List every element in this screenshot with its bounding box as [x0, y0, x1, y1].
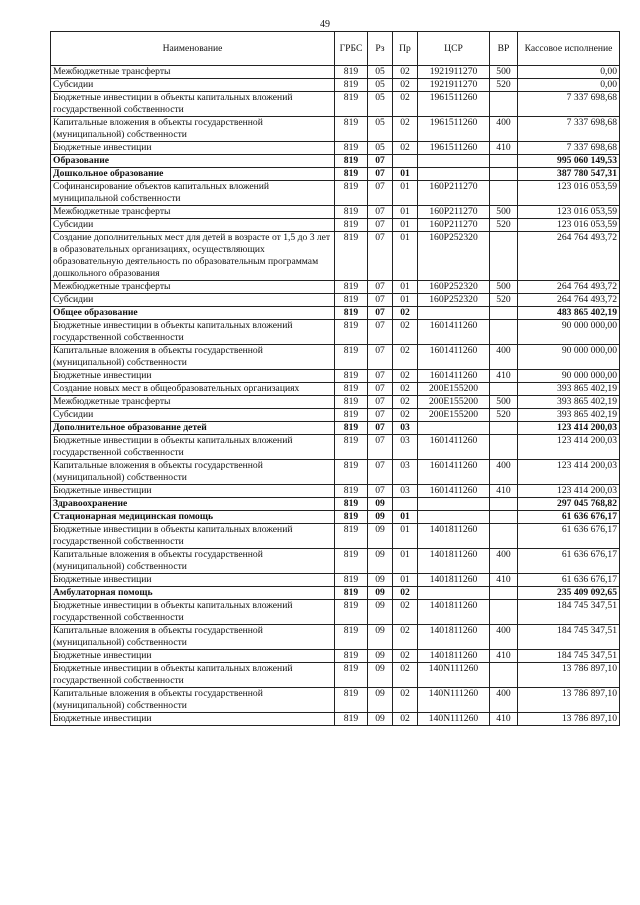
cell-pr: 02 [393, 117, 418, 142]
cell-pr: 01 [393, 168, 418, 181]
cell-rz: 09 [368, 650, 393, 663]
cell-vr [490, 232, 518, 281]
table-row [51, 396, 620, 409]
cell-grbs: 819 [335, 320, 368, 345]
cell-grbs: 819 [335, 587, 368, 600]
cell-vr [490, 383, 518, 396]
cell-rz: 09 [368, 574, 393, 587]
cell-grbs: 819 [335, 409, 368, 422]
cell-name: Амбулаторная помощь [51, 587, 335, 600]
cell-pr: 02 [393, 383, 418, 396]
cell-name: Межбюджетные трансферты [51, 396, 335, 409]
cell-amount: 123 414 200,03 [518, 460, 620, 485]
cell-amount: 123 414 200,03 [518, 485, 620, 498]
cell-csr: 160P252320 [418, 294, 490, 307]
cell-amount: 61 636 676,17 [518, 511, 620, 524]
table-row [51, 498, 620, 511]
cell-csr: 1601411260 [418, 345, 490, 370]
cell-name: Образование [51, 155, 335, 168]
cell-vr: 400 [490, 625, 518, 650]
table-row [51, 574, 620, 587]
cell-grbs: 819 [335, 281, 368, 294]
cell-pr: 01 [393, 232, 418, 281]
cell-name: Субсидии [51, 79, 335, 92]
cell-csr [418, 511, 490, 524]
cell-csr: 200E155200 [418, 396, 490, 409]
cell-grbs: 819 [335, 549, 368, 574]
cell-pr: 01 [393, 574, 418, 587]
table-row [51, 66, 620, 79]
cell-name: Бюджетные инвестиции [51, 574, 335, 587]
cell-name: Субсидии [51, 294, 335, 307]
cell-amount: 123 016 053,59 [518, 181, 620, 206]
cell-name: Общее образование [51, 307, 335, 320]
cell-name: Капитальные вложения в объекты государственной (муниципальной) собственности [51, 117, 335, 142]
cell-pr: 01 [393, 511, 418, 524]
cell-vr [490, 600, 518, 625]
cell-rz: 07 [368, 155, 393, 168]
cell-vr: 410 [490, 370, 518, 383]
cell-csr: 200E155200 [418, 409, 490, 422]
cell-grbs: 819 [335, 370, 368, 383]
cell-rz: 07 [368, 281, 393, 294]
cell-grbs: 819 [335, 168, 368, 181]
cell-rz: 07 [368, 219, 393, 232]
cell-vr: 410 [490, 485, 518, 498]
table-row [51, 168, 620, 181]
cell-rz: 09 [368, 511, 393, 524]
cell-csr: 1401811260 [418, 650, 490, 663]
table-row [51, 345, 620, 370]
cell-vr [490, 168, 518, 181]
cell-amount: 13 786 897,10 [518, 663, 620, 688]
table-row [51, 435, 620, 460]
table-row [51, 307, 620, 320]
cell-amount: 393 865 402,19 [518, 409, 620, 422]
cell-amount: 13 786 897,10 [518, 713, 620, 726]
cell-grbs: 819 [335, 574, 368, 587]
cell-grbs: 819 [335, 688, 368, 713]
cell-name: Бюджетные инвестиции [51, 370, 335, 383]
cell-vr [490, 307, 518, 320]
cell-grbs: 819 [335, 511, 368, 524]
cell-pr: 01 [393, 281, 418, 294]
table-row [51, 485, 620, 498]
column-header-pr: Пр [393, 32, 418, 66]
column-header-vr: ВР [490, 32, 518, 66]
cell-amount: 123 414 200,03 [518, 435, 620, 460]
cell-amount: 297 045 768,82 [518, 498, 620, 511]
cell-name: Субсидии [51, 219, 335, 232]
table-row [51, 600, 620, 625]
cell-name: Бюджетные инвестиции [51, 650, 335, 663]
cell-csr: 1401811260 [418, 574, 490, 587]
cell-vr: 400 [490, 117, 518, 142]
cell-amount: 123 016 053,59 [518, 219, 620, 232]
cell-amount: 184 745 347,51 [518, 625, 620, 650]
cell-grbs: 819 [335, 383, 368, 396]
table-row [51, 294, 620, 307]
cell-grbs: 819 [335, 422, 368, 435]
cell-csr [418, 498, 490, 511]
cell-name: Дошкольное образование [51, 168, 335, 181]
cell-name: Бюджетные инвестиции в объекты капитальных вложений государственной собственности [51, 92, 335, 117]
cell-name: Бюджетные инвестиции в объекты капитальных вложений государственной собственности [51, 320, 335, 345]
column-header-grbs: ГРБС [335, 32, 368, 66]
cell-csr [418, 155, 490, 168]
cell-rz: 05 [368, 117, 393, 142]
cell-vr [490, 181, 518, 206]
cell-csr: 1921911270 [418, 66, 490, 79]
table-row [51, 142, 620, 155]
cell-name: Межбюджетные трансферты [51, 206, 335, 219]
cell-csr: 160P252320 [418, 281, 490, 294]
cell-csr: 1921911270 [418, 79, 490, 92]
cell-amount: 90 000 000,00 [518, 370, 620, 383]
cell-rz: 05 [368, 142, 393, 155]
cell-rz: 07 [368, 320, 393, 345]
cell-vr [490, 587, 518, 600]
cell-vr: 520 [490, 219, 518, 232]
cell-csr: 1601411260 [418, 435, 490, 460]
cell-amount: 184 745 347,51 [518, 650, 620, 663]
cell-rz: 09 [368, 524, 393, 549]
cell-csr: 1601411260 [418, 320, 490, 345]
cell-vr [490, 422, 518, 435]
cell-pr: 02 [393, 66, 418, 79]
cell-amount: 123 414 200,03 [518, 422, 620, 435]
cell-rz: 07 [368, 435, 393, 460]
cell-amount: 0,00 [518, 79, 620, 92]
cell-name: Бюджетные инвестиции [51, 142, 335, 155]
cell-rz: 07 [368, 383, 393, 396]
cell-csr: 160P211270 [418, 219, 490, 232]
cell-pr: 02 [393, 307, 418, 320]
cell-grbs: 819 [335, 485, 368, 498]
cell-csr: 1601411260 [418, 485, 490, 498]
cell-grbs: 819 [335, 713, 368, 726]
cell-name: Бюджетные инвестиции в объекты капитальных вложений государственной собственности [51, 663, 335, 688]
cell-csr: 140N111260 [418, 688, 490, 713]
cell-grbs: 819 [335, 435, 368, 460]
cell-amount: 0,00 [518, 66, 620, 79]
cell-pr: 02 [393, 587, 418, 600]
cell-csr: 1401811260 [418, 625, 490, 650]
cell-csr: 1601411260 [418, 460, 490, 485]
cell-name: Здравоохранение [51, 498, 335, 511]
cell-csr: 140N111260 [418, 663, 490, 688]
cell-csr: 160P211270 [418, 181, 490, 206]
cell-rz: 09 [368, 663, 393, 688]
cell-pr: 02 [393, 663, 418, 688]
cell-pr: 01 [393, 181, 418, 206]
cell-name: Капитальные вложения в объекты государственной (муниципальной) собственности [51, 688, 335, 713]
table-row [51, 460, 620, 485]
table-row [51, 511, 620, 524]
cell-rz: 09 [368, 713, 393, 726]
cell-amount: 264 764 493,72 [518, 232, 620, 281]
cell-grbs: 819 [335, 117, 368, 142]
table-row [51, 320, 620, 345]
cell-grbs: 819 [335, 524, 368, 549]
cell-amount: 123 016 053,59 [518, 206, 620, 219]
table-row [51, 409, 620, 422]
cell-vr: 400 [490, 688, 518, 713]
cell-vr [490, 435, 518, 460]
cell-vr: 500 [490, 281, 518, 294]
cell-amount: 393 865 402,19 [518, 383, 620, 396]
cell-amount: 387 780 547,31 [518, 168, 620, 181]
table-row [51, 155, 620, 168]
cell-name: Стационарная медицинская помощь [51, 511, 335, 524]
cell-rz: 09 [368, 625, 393, 650]
table-row [51, 587, 620, 600]
cell-amount: 7 337 698,68 [518, 92, 620, 117]
cell-amount: 61 636 676,17 [518, 574, 620, 587]
cell-csr: 1961511260 [418, 92, 490, 117]
table-row [51, 370, 620, 383]
cell-vr: 400 [490, 460, 518, 485]
cell-rz: 07 [368, 181, 393, 206]
cell-grbs: 819 [335, 294, 368, 307]
table-row [51, 117, 620, 142]
cell-rz: 07 [368, 294, 393, 307]
cell-csr: 160P211270 [418, 206, 490, 219]
cell-pr: 02 [393, 396, 418, 409]
cell-amount: 235 409 092,65 [518, 587, 620, 600]
table-row [51, 181, 620, 206]
cell-pr [393, 155, 418, 168]
cell-csr: 1961511260 [418, 117, 490, 142]
cell-vr: 500 [490, 66, 518, 79]
cell-name: Капитальные вложения в объекты государственной (муниципальной) собственности [51, 625, 335, 650]
cell-vr: 500 [490, 206, 518, 219]
cell-name: Субсидии [51, 409, 335, 422]
table-header-row [51, 32, 620, 66]
cell-csr: 200E155200 [418, 383, 490, 396]
cell-vr: 400 [490, 549, 518, 574]
cell-name: Софинансирование объектов капитальных вложений муниципальной собственности [51, 181, 335, 206]
cell-csr: 1601411260 [418, 370, 490, 383]
cell-rz: 09 [368, 498, 393, 511]
cell-name: Дополнительное образование детей [51, 422, 335, 435]
cell-grbs: 819 [335, 307, 368, 320]
cell-rz: 07 [368, 168, 393, 181]
cell-csr [418, 168, 490, 181]
column-header-name: Наименование [51, 32, 335, 66]
cell-grbs: 819 [335, 396, 368, 409]
cell-pr: 02 [393, 370, 418, 383]
cell-rz: 07 [368, 396, 393, 409]
cell-rz: 07 [368, 345, 393, 370]
cell-pr: 02 [393, 650, 418, 663]
cell-csr: 1401811260 [418, 549, 490, 574]
budget-execution-table [50, 31, 620, 726]
cell-name: Бюджетные инвестиции [51, 713, 335, 726]
cell-vr: 410 [490, 713, 518, 726]
cell-grbs: 819 [335, 219, 368, 232]
table-row [51, 625, 620, 650]
cell-amount: 393 865 402,19 [518, 396, 620, 409]
cell-pr: 01 [393, 294, 418, 307]
column-header-rz: Рз [368, 32, 393, 66]
table-row [51, 92, 620, 117]
cell-pr: 01 [393, 206, 418, 219]
cell-pr: 02 [393, 345, 418, 370]
cell-amount: 7 337 698,68 [518, 142, 620, 155]
table-row [51, 549, 620, 574]
cell-rz: 07 [368, 485, 393, 498]
cell-grbs: 819 [335, 625, 368, 650]
cell-amount: 7 337 698,68 [518, 117, 620, 142]
cell-amount: 264 764 493,72 [518, 294, 620, 307]
table-row [51, 524, 620, 549]
cell-grbs: 819 [335, 460, 368, 485]
page-number: 49 [320, 19, 330, 30]
cell-rz: 07 [368, 460, 393, 485]
cell-rz: 05 [368, 79, 393, 92]
cell-rz: 09 [368, 688, 393, 713]
table-row [51, 219, 620, 232]
cell-name: Бюджетные инвестиции [51, 485, 335, 498]
cell-pr: 02 [393, 600, 418, 625]
cell-grbs: 819 [335, 206, 368, 219]
cell-vr [490, 320, 518, 345]
cell-rz: 05 [368, 92, 393, 117]
cell-pr: 02 [393, 92, 418, 117]
cell-grbs: 819 [335, 66, 368, 79]
cell-grbs: 819 [335, 600, 368, 625]
table-row [51, 688, 620, 713]
cell-amount: 90 000 000,00 [518, 345, 620, 370]
cell-amount: 995 060 149,53 [518, 155, 620, 168]
table-row [51, 383, 620, 396]
cell-grbs: 819 [335, 92, 368, 117]
cell-vr: 520 [490, 79, 518, 92]
cell-vr [490, 524, 518, 549]
cell-vr: 520 [490, 409, 518, 422]
cell-vr [490, 511, 518, 524]
table-row [51, 206, 620, 219]
cell-pr: 03 [393, 435, 418, 460]
cell-grbs: 819 [335, 663, 368, 688]
cell-csr: 1961511260 [418, 142, 490, 155]
cell-grbs: 819 [335, 498, 368, 511]
cell-rz: 07 [368, 422, 393, 435]
cell-pr: 01 [393, 219, 418, 232]
cell-grbs: 819 [335, 650, 368, 663]
cell-csr [418, 422, 490, 435]
cell-csr: 1401811260 [418, 600, 490, 625]
cell-pr: 02 [393, 79, 418, 92]
table-row [51, 232, 620, 281]
cell-pr: 02 [393, 625, 418, 650]
cell-pr: 01 [393, 549, 418, 574]
cell-vr [490, 663, 518, 688]
cell-vr [490, 155, 518, 168]
table-row [51, 713, 620, 726]
cell-amount: 483 865 402,19 [518, 307, 620, 320]
cell-pr: 02 [393, 409, 418, 422]
cell-rz: 09 [368, 600, 393, 625]
cell-pr: 03 [393, 485, 418, 498]
cell-amount: 184 745 347,51 [518, 600, 620, 625]
cell-vr: 400 [490, 345, 518, 370]
cell-amount: 90 000 000,00 [518, 320, 620, 345]
cell-grbs: 819 [335, 155, 368, 168]
cell-vr: 410 [490, 650, 518, 663]
column-header-amount: Кассовое исполнение [518, 32, 620, 66]
table-row [51, 281, 620, 294]
cell-name: Межбюджетные трансферты [51, 66, 335, 79]
cell-pr: 01 [393, 524, 418, 549]
cell-amount: 61 636 676,17 [518, 524, 620, 549]
cell-vr [490, 92, 518, 117]
cell-pr: 03 [393, 460, 418, 485]
cell-name: Создание дополнительных мест для детей в возрасте от 1,5 до 3 лет в образовательных организациях, осуществляющих образовательную деятельность по образовательным программам дошкольного образования [51, 232, 335, 281]
cell-name: Межбюджетные трансферты [51, 281, 335, 294]
cell-csr: 140N111260 [418, 713, 490, 726]
cell-rz: 07 [368, 307, 393, 320]
cell-vr [490, 498, 518, 511]
cell-rz: 05 [368, 66, 393, 79]
cell-rz: 07 [368, 409, 393, 422]
cell-name: Капитальные вложения в объекты государственной (муниципальной) собственности [51, 460, 335, 485]
cell-pr: 03 [393, 422, 418, 435]
table-row [51, 79, 620, 92]
cell-name: Бюджетные инвестиции в объекты капитальных вложений государственной собственности [51, 600, 335, 625]
cell-rz: 07 [368, 370, 393, 383]
cell-rz: 07 [368, 206, 393, 219]
cell-grbs: 819 [335, 142, 368, 155]
cell-grbs: 819 [335, 232, 368, 281]
cell-pr: 02 [393, 142, 418, 155]
table-row [51, 663, 620, 688]
cell-grbs: 819 [335, 345, 368, 370]
cell-vr: 410 [490, 574, 518, 587]
cell-csr: 160P252320 [418, 232, 490, 281]
cell-amount: 264 764 493,72 [518, 281, 620, 294]
cell-name: Бюджетные инвестиции в объекты капитальных вложений государственной собственности [51, 524, 335, 549]
cell-name: Бюджетные инвестиции в объекты капитальных вложений государственной собственности [51, 435, 335, 460]
cell-grbs: 819 [335, 181, 368, 206]
cell-csr [418, 587, 490, 600]
cell-grbs: 819 [335, 79, 368, 92]
cell-pr [393, 498, 418, 511]
cell-pr: 02 [393, 713, 418, 726]
cell-pr: 02 [393, 688, 418, 713]
cell-csr: 1401811260 [418, 524, 490, 549]
cell-name: Капитальные вложения в объекты государственной (муниципальной) собственности [51, 549, 335, 574]
cell-vr: 410 [490, 142, 518, 155]
cell-vr: 500 [490, 396, 518, 409]
cell-amount: 61 636 676,17 [518, 549, 620, 574]
cell-rz: 07 [368, 232, 393, 281]
cell-rz: 09 [368, 549, 393, 574]
cell-vr: 520 [490, 294, 518, 307]
table-body [51, 66, 620, 726]
cell-csr [418, 307, 490, 320]
cell-rz: 09 [368, 587, 393, 600]
column-header-csr: ЦСР [418, 32, 490, 66]
cell-amount: 13 786 897,10 [518, 688, 620, 713]
table-row [51, 422, 620, 435]
cell-pr: 02 [393, 320, 418, 345]
cell-name: Создание новых мест в общеобразовательных организациях [51, 383, 335, 396]
table-row [51, 650, 620, 663]
cell-name: Капитальные вложения в объекты государственной (муниципальной) собственности [51, 345, 335, 370]
